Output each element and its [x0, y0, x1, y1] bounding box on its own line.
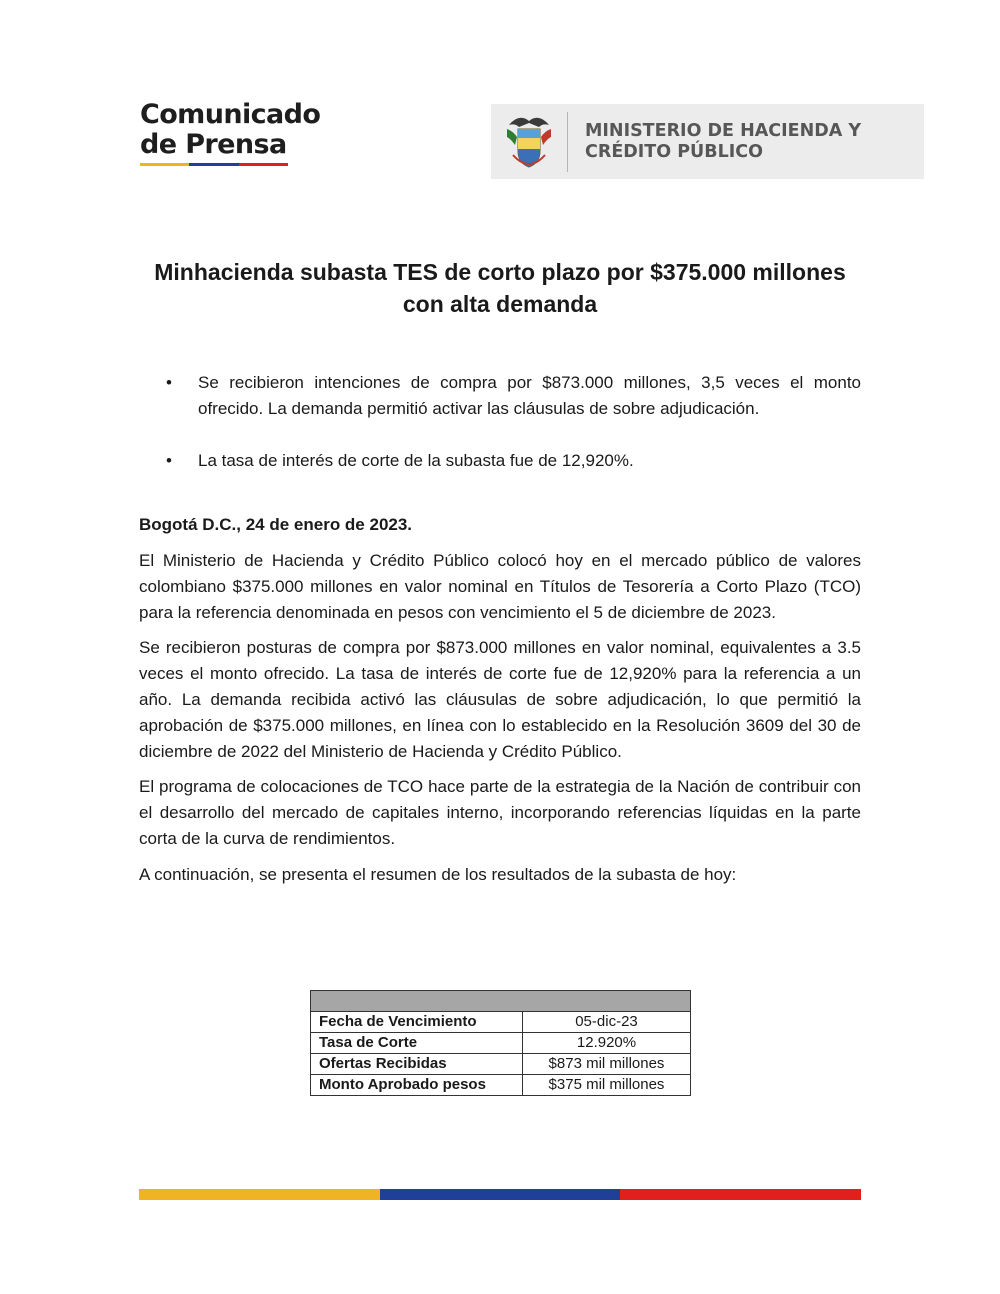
paragraph: El programa de colocaciones de TCO hace parte de la estrategia de la Nación de contribuir con el desarrollo del mercado de capitales interno, incorporando referencias líquidas en la parte corta de la curva de rendimientos.: [139, 777, 861, 848]
brand-line-2: de Prensa: [140, 129, 287, 160]
highlight-item: [166, 448, 861, 474]
ministry-header: [491, 104, 924, 179]
ministry-divider: [567, 112, 568, 172]
headline-line-1: Minhacienda subasta TES de corto plazo por $375.000 millones: [154, 259, 846, 285]
auction-results-table: [310, 990, 691, 1096]
paragraph: El Ministerio de Hacienda y Crédito Público colocó hoy en el mercado público de valores colombiano $375.000 millones en valor nominal en Títulos de Tesorería a Corto Plazo (TCO) para la referencia denominada en pesos con vencimiento el 5 de diciembre de 2023.: [139, 551, 861, 622]
brand-bar-blue: [189, 163, 238, 166]
row-value: 05-dic-23: [523, 1012, 691, 1033]
highlight-text: La tasa de interés de corte de la subasta fue de 12,920%.: [198, 451, 634, 470]
brand-line-1: Comunicado: [140, 99, 321, 130]
headline: [120, 256, 880, 320]
colombia-coat-of-arms-icon: [491, 104, 567, 179]
row-label: Tasa de Corte: [311, 1033, 523, 1054]
row-value: $873 mil millones: [523, 1054, 691, 1075]
ministry-name-line-2: CRÉDITO PÚBLICO: [585, 141, 763, 162]
row-label: Monto Aprobado pesos: [311, 1075, 523, 1096]
table-row: [311, 1012, 691, 1033]
row-label: Fecha de Vencimiento: [311, 1012, 523, 1033]
row-label: Ofertas Recibidas: [311, 1054, 523, 1075]
table-row: [311, 1075, 691, 1096]
dateline: Bogotá D.C., 24 de enero de 2023.: [139, 515, 413, 534]
press-release-logo: [140, 100, 320, 166]
paragraph: A continuación, se presenta el resumen de los resultados de la subasta de hoy:: [139, 864, 737, 884]
ministry-name: [585, 121, 861, 163]
footer-bar-blue: [380, 1189, 621, 1200]
highlights-list: [166, 370, 861, 500]
table-header-row: [311, 991, 691, 1012]
brand-bar-yellow: [140, 163, 189, 166]
bullet-icon: •: [166, 373, 172, 392]
table-header-cell: [311, 991, 691, 1012]
table-row: [311, 1033, 691, 1054]
headline-line-2: con alta demanda: [402, 291, 598, 317]
brand-tricolor-bar: [140, 163, 288, 166]
highlight-text: Se recibieron intenciones de compra por $873.000 millones, 3,5 veces el monto ofrecido. La demanda permitió activar las cláusulas de sobre adjudicación.: [198, 373, 861, 418]
article-body: [139, 512, 861, 898]
footer-bar-yellow: [139, 1189, 380, 1200]
highlight-item: [166, 370, 861, 422]
table-row: [311, 1054, 691, 1075]
ministry-name-line-1: MINISTERIO DE HACIENDA Y: [585, 120, 862, 141]
bullet-icon: •: [166, 451, 172, 470]
row-value: $375 mil millones: [523, 1075, 691, 1096]
paragraph: Se recibieron posturas de compra por $873.000 millones en valor nominal, equivalentes a 3.5 veces el monto ofrecido. La tasa de interés de corte fue de 12,920% para la referencia a un año. La demanda recibida activó las cláusulas de sobre adjudicación, lo que permitió la aprobación de $375.000 millones, en línea con lo establecido en la Resolución 3609 del 30 de diciembre de 2022 del Ministerio de Hacienda y Crédito Público.: [139, 638, 861, 761]
footer-bar-red: [620, 1189, 861, 1200]
row-value: 12.920%: [523, 1033, 691, 1054]
footer-tricolor-bar: [139, 1189, 861, 1200]
brand-bar-red: [239, 163, 288, 166]
